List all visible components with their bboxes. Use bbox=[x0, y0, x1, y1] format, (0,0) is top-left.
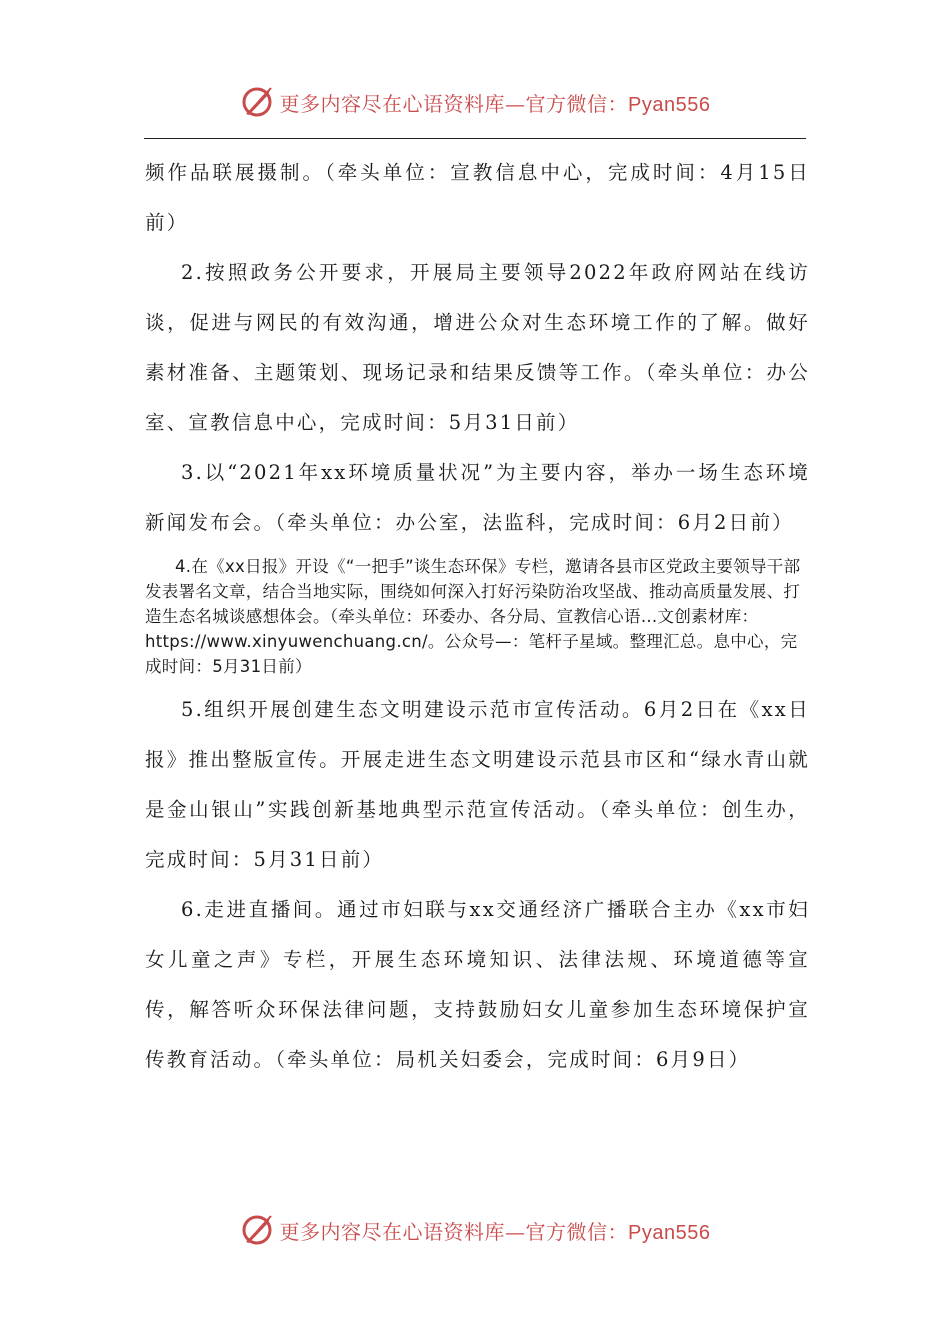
paragraph-3: 3.以“2021年xx环境质量状况”为主要内容，举办一场生态环境新闻发布会。（牵头单位：办公室，法监科，完成时间：6月2日前） bbox=[145, 461, 810, 534]
paragraph-2: 2.按照政务公开要求，开展局主要领导2022年政府网站在线访谈，促进与网民的有效沟通，增进公众对生态环境工作的了解。做好素材准备、主题策划、现场记录和结果反馈等工作。（牵头单位：办公室、宣教信息中心，完成时间：5月31日前） bbox=[145, 261, 810, 434]
paragraph-1: 频作品联展摄制。（牵头单位：宣教信息中心，完成时间：4月15日前） bbox=[145, 161, 810, 234]
header-banner bbox=[0, 82, 950, 122]
header-wechat-id: Pyan556 bbox=[628, 93, 711, 116]
header-divider bbox=[144, 138, 806, 139]
footer-banner-text: 更多内容尽在心语资料库—官方微信：Pyan556 bbox=[279, 1219, 711, 1244]
footer-banner bbox=[0, 1210, 950, 1250]
quill-logo-icon bbox=[240, 84, 276, 120]
header-banner-text: 更多内容尽在心语资料库—官方微信：Pyan556 bbox=[279, 91, 711, 116]
quill-logo-icon bbox=[240, 1212, 276, 1248]
document-body bbox=[145, 148, 810, 1085]
footer-wechat-id: Pyan556 bbox=[628, 1221, 711, 1244]
paragraph-6: 6.走进直播间。通过市妇联与xx交通经济广播联合主办《xx市妇女儿童之声》专栏，开展生态环境知识、法律法规、环境道德等宣传，解答听众环保法律问题，支持鼓励妇女儿童参加生态环境保护宣传教育活动。（牵头单位：局机关妇委会，完成时间：6月9日） bbox=[145, 898, 810, 1071]
paragraph-5: 5.组织开展创建生态文明建设示范市宣传活动。6月2日在《xx日报》推出整版宣传。开展走进生态文明建设示范县市区和“绿水青山就是金山银山”实践创新基地典型示范宣传活动。（牵头单位：创生办，完成时间：5月31日前） bbox=[145, 698, 810, 871]
paragraph-4: 4.在《xx日报》开设《“一把手”谈生态环保》专栏，邀请各县市区党政主要领导干部发表署名文章，结合当地实际，围绕如何深入打好污染防治攻坚战、推动高质量发展、打造生态名城谈感想体会。（牵头单位：环委办、各分局、宣教信心语…文创素材库：https://www.xinyuwenchuang.cn/。公众号—：笔杆子星域。整理汇总。息中心，完成时间：5月31日前） bbox=[145, 557, 801, 676]
